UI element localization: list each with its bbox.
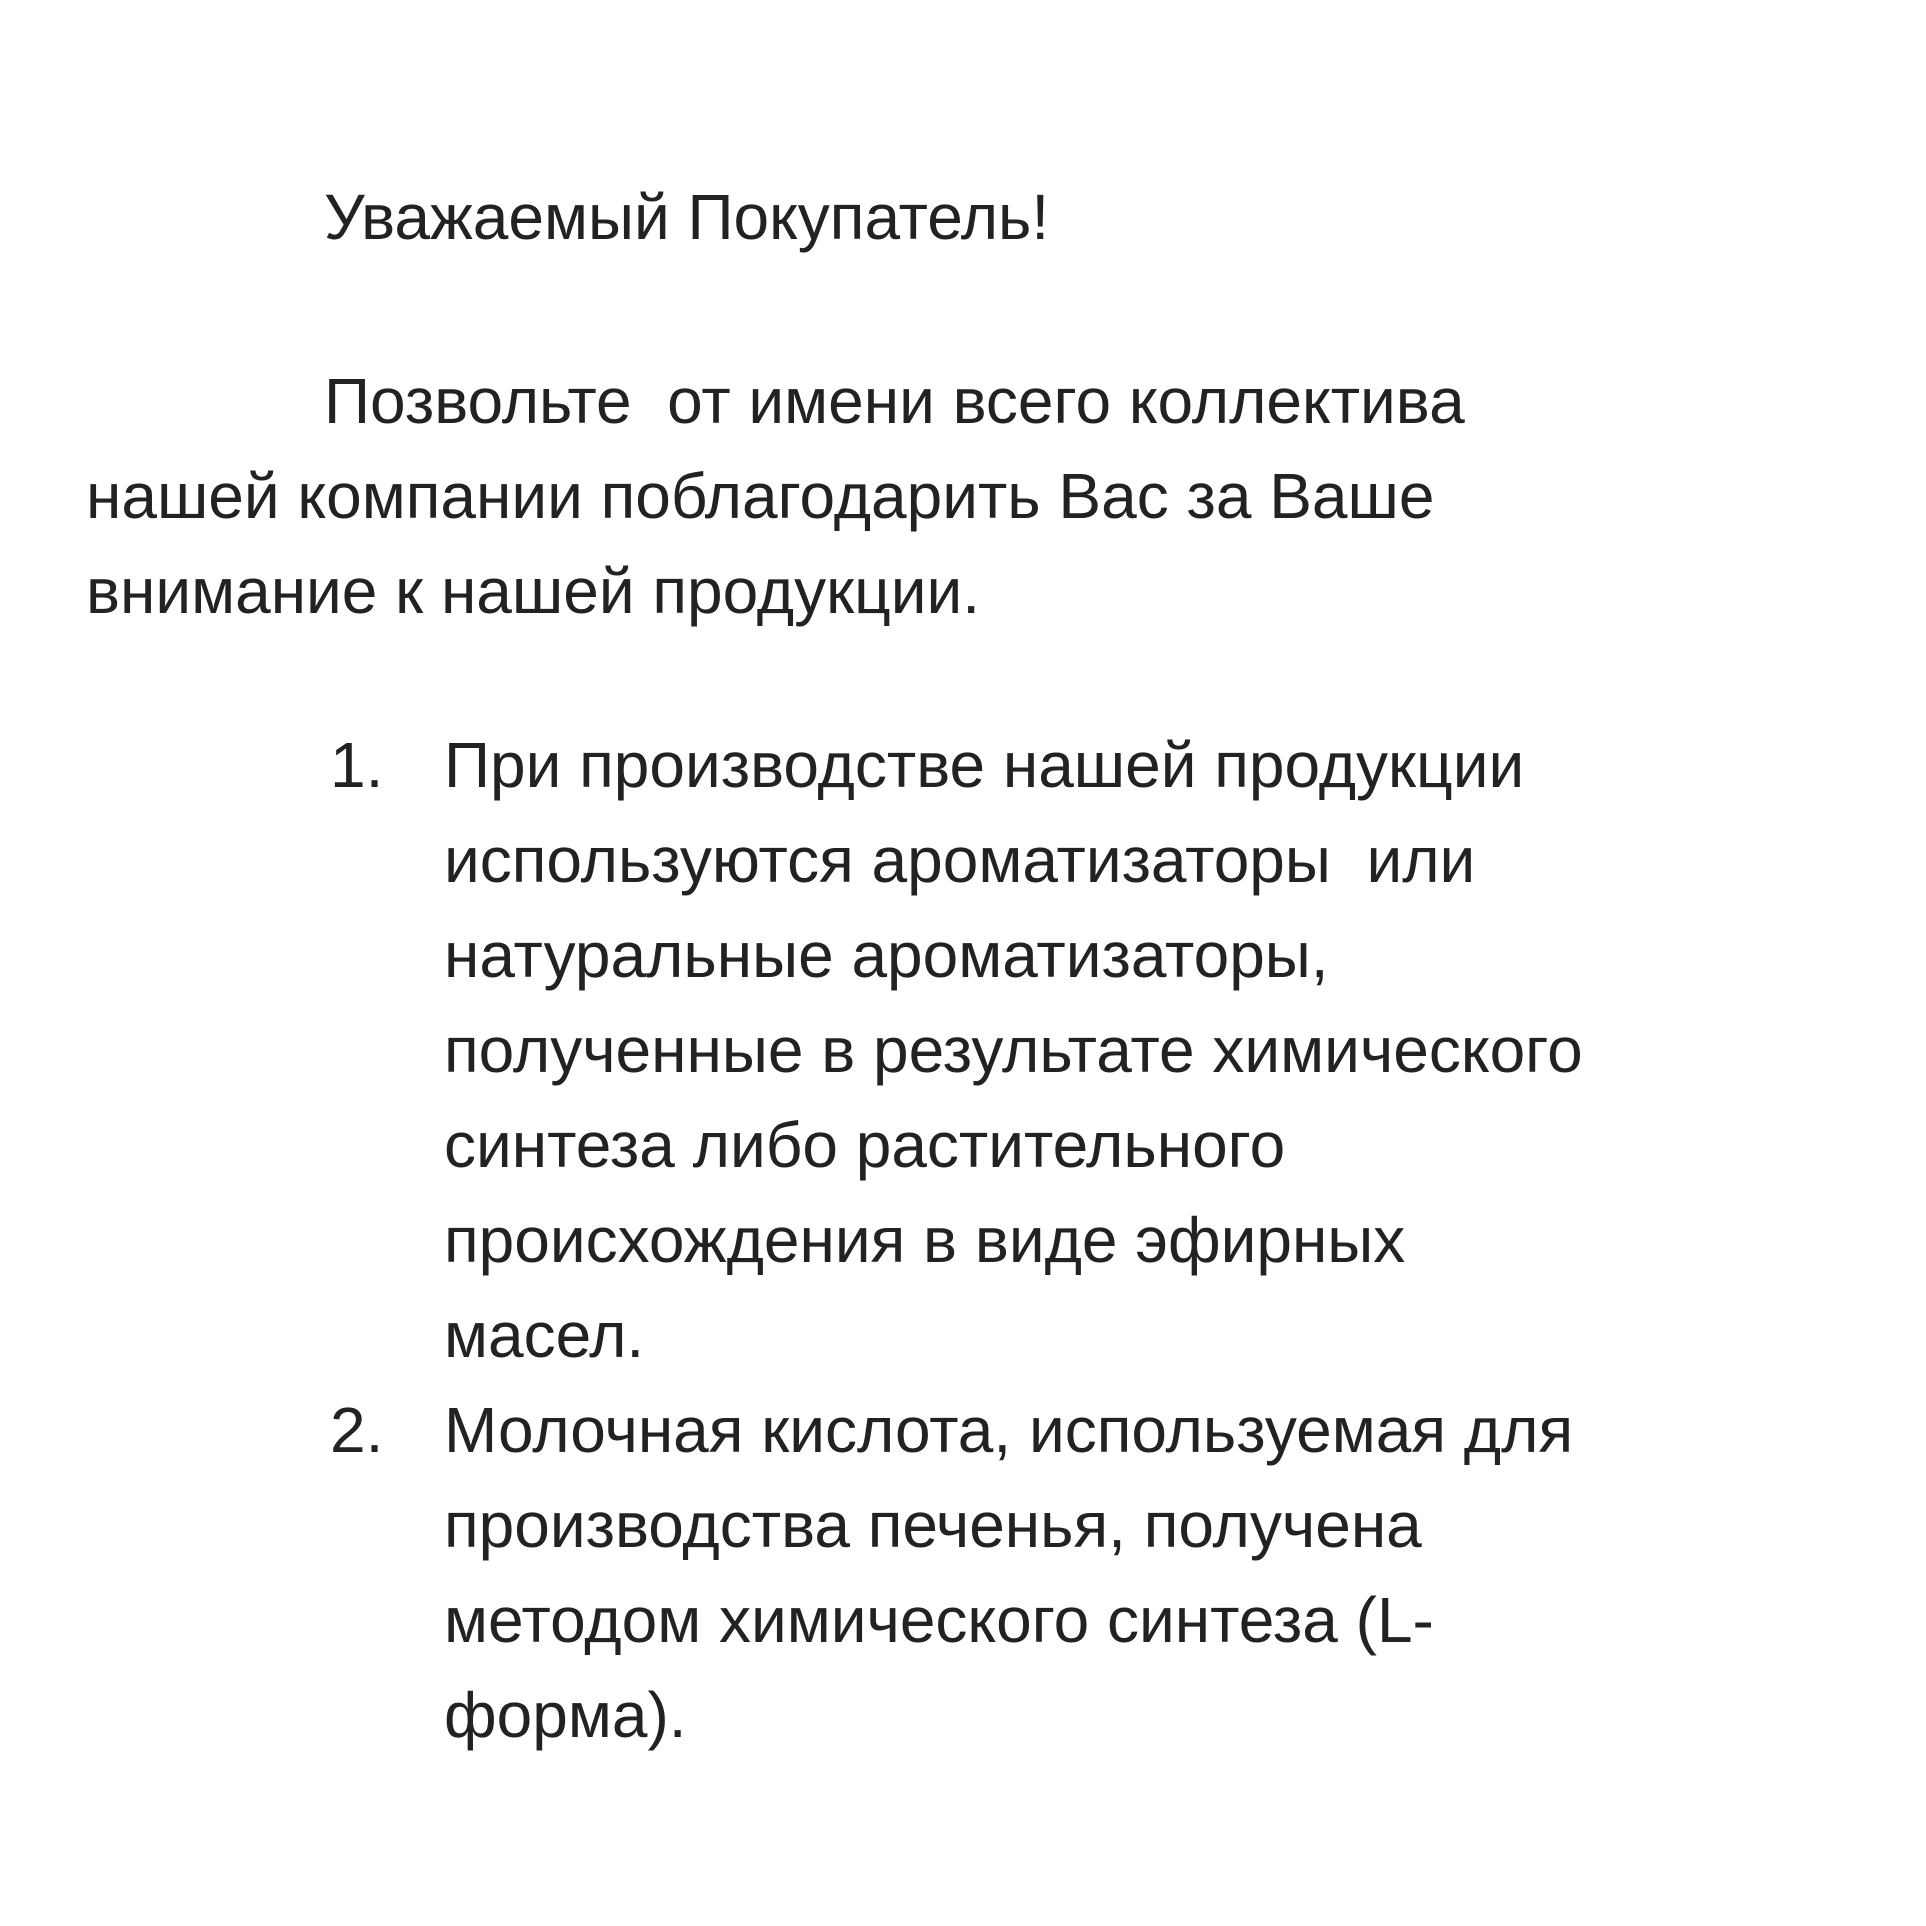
list-item-line: При производстве нашей продукции [444, 729, 1525, 801]
list-item-line: используются ароматизаторы или [444, 824, 1476, 896]
greeting: Уважаемый Покупатель! [324, 181, 1050, 253]
list-item-number: 1. [330, 729, 384, 801]
list-item-line: натуральные ароматизаторы, [444, 919, 1329, 991]
list-item-line: масел. [444, 1299, 645, 1371]
list-item-line: производства печенья, получена [444, 1489, 1422, 1561]
intro-line-1: Позвольте от имени всего коллектива [324, 365, 1465, 437]
list-item-line: полученные в результате химического [444, 1014, 1583, 1086]
list-item-line: происхождения в виде эфирных [444, 1204, 1406, 1276]
list-item-line: форма). [444, 1679, 687, 1751]
list-item-line: методом химического синтеза (L- [444, 1584, 1434, 1656]
list-item-line: Молочная кислота, используемая для [444, 1394, 1574, 1466]
intro-line-2: нашей компании поблагодарить Вас за Ваше [86, 460, 1435, 532]
intro-line-3: внимание к нашей продукции. [86, 555, 981, 627]
list-item-number: 2. [330, 1394, 384, 1466]
list-item-line: синтеза либо растительного [444, 1109, 1286, 1181]
